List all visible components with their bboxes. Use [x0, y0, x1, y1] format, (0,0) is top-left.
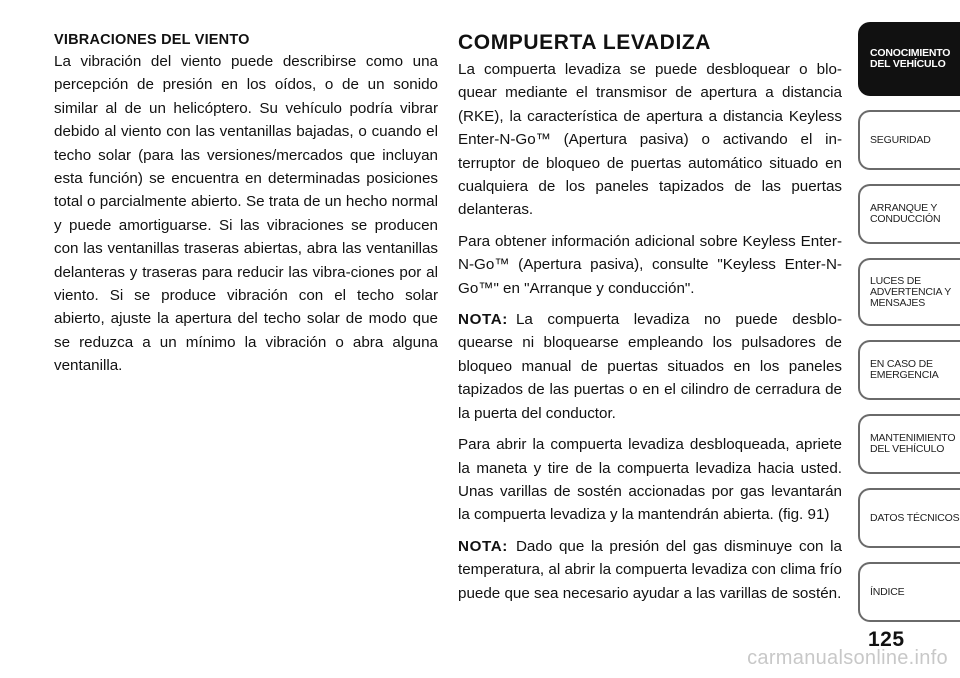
chapter-tabs	[858, 22, 960, 636]
tab-label: ARRANQUE Y CONDUCCIÓN	[870, 202, 941, 225]
tab-label: MANTENIMIENTO DEL VEHÍCULO	[870, 432, 956, 455]
tab-label: SEGURIDAD	[870, 133, 931, 146]
right-column	[458, 30, 842, 613]
liftgate-paragraph-1: La compuerta levadiza se puede desbloquear o blo-quear mediante el transmisor de apertura a distancia (RKE), la característica de apertura a distancia Keyless Enter-N-Go™ (Apertura pasiva) o activando el in-terruptor de bloqueo de puertas automático situado en cualquiera de los paneles tapizados de las puertas delanteras.	[458, 61, 842, 219]
wind-buffeting-paragraph: La vibración del viento puede describirse como una percepción de presión en los oídos, o de un sonido similar al de un helicóptero. Su vehículo podría vibrar debido al viento con las ventanillas bajadas, o cuando el techo solar (para las versiones/mercados que incluyan esta función) se encuentra en determinadas posiciones total o parcialmente abierto. Se trata de un hecho normal y puede amortiguarse. Si las vibraciones se producen con las ventanillas traseras abiertas, abra las ventanillas delanteras y traseras para reducir las vibra-ciones por al viento. Si se produce vibración con el techo solar abierto, ajuste la apertura del techo solar de modo que se reduzca a un mínimo la vibración o abra alguna ventanilla.	[54, 53, 438, 375]
watermark: carmanualsonline.info	[747, 647, 948, 669]
note-1-text: La compuerta levadiza no puede desblo-quearse ni bloquearse empleando los pulsadores de bloqueo manual de puertas situados en los paneles tapizados de las puertas o en el cilindro de cerradura de la puerta del conductor.	[458, 311, 842, 422]
tab-arranque-y-conduccion[interactable]	[858, 184, 960, 244]
tab-label: ÍNDICE	[870, 585, 905, 598]
note-2-label: NOTA:	[458, 537, 508, 555]
tab-label: CONOCIMIENTO DEL VEHÍCULO	[870, 47, 951, 70]
page-number: 125	[868, 628, 905, 651]
section-heading-liftgate: COMPUERTA LEVADIZA	[458, 31, 712, 54]
note-2-text: Dado que la presión del gas disminuye con la temperatura, al abrir la compuerta levadiza con clima frío puede que sea necesario ayudar a las varillas de sostén.	[458, 537, 842, 602]
note-2	[458, 535, 842, 605]
tab-en-caso-de-emergencia[interactable]	[858, 340, 960, 400]
section-heading-wind-buffeting: VIBRACIONES DEL VIENTO	[54, 32, 250, 48]
note-1	[458, 308, 842, 425]
tab-label: LUCES DE ADVERTENCIA Y MENSAJES	[870, 274, 951, 309]
liftgate-paragraph-2: Para obtener información adicional sobre Keyless Enter-N-Go™ (Apertura pasiva), consulte "Keyless Enter-N-Go™" en "Arranque y conducción".	[458, 232, 842, 297]
tab-luces-de-advertencia[interactable]	[858, 258, 960, 326]
left-column	[54, 30, 438, 386]
tab-seguridad[interactable]	[858, 110, 960, 170]
tab-datos-tecnicos[interactable]	[858, 488, 960, 548]
liftgate-paragraph-3: Para abrir la compuerta levadiza desbloqueada, apriete la maneta y tire de la compuerta levadiza hacia usted. Unas varillas de sostén accionadas por gas levantarán la compuerta levadiza y la mantendrán abierta. (fig. 91)	[458, 436, 842, 524]
tab-mantenimiento-del-vehiculo[interactable]	[858, 414, 960, 474]
tab-indice[interactable]	[858, 562, 960, 622]
note-1-label: NOTA:	[458, 311, 508, 329]
tab-label: DATOS TÉCNICOS	[870, 511, 960, 524]
tab-conocimiento-del-vehiculo[interactable]	[858, 22, 960, 96]
tab-label: EN CASO DE EMERGENCIA	[870, 358, 939, 381]
